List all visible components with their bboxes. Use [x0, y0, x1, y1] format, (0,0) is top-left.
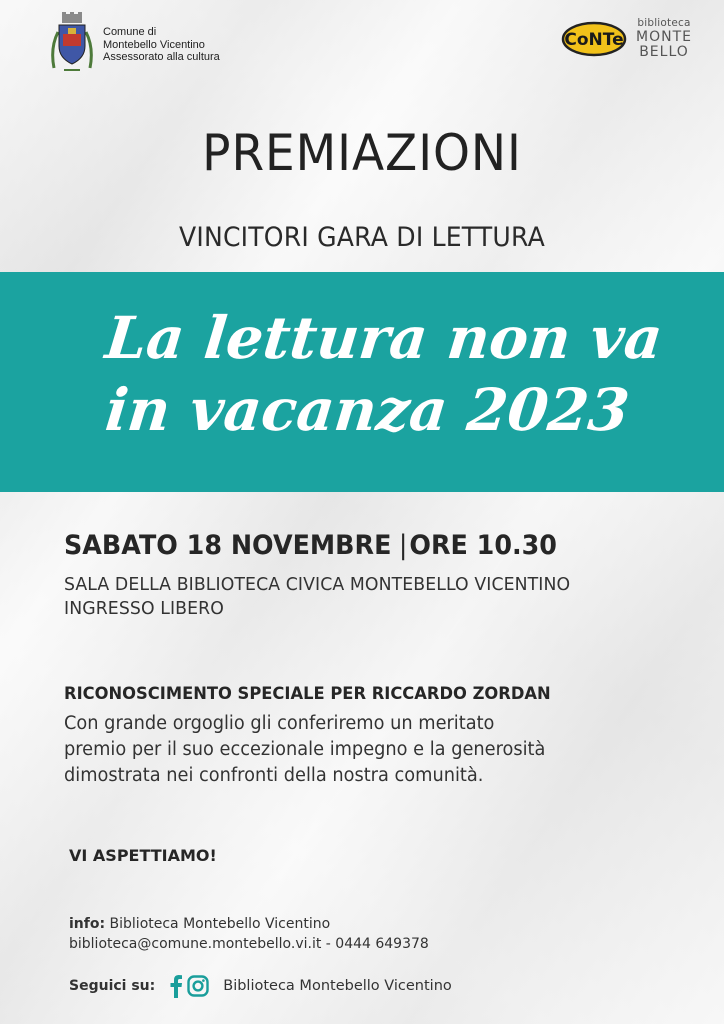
special-body-line-3: dimostrata nei confronti della nostra comunità. — [64, 765, 484, 786]
special-body-line-1: Con grande orgoglio gli conferiremo un meritato — [64, 713, 495, 734]
comune-line-2: Montebello Vicentino — [103, 38, 205, 51]
social-label: Seguici su: — [69, 978, 156, 994]
banner-text — [0, 272, 724, 492]
biblioteca-logo — [634, 18, 694, 59]
special-recognition — [64, 683, 659, 789]
event-time: ORE 10.30 — [409, 530, 557, 561]
biblioteca-logo-line2: BELLO — [639, 43, 689, 60]
comune-text — [103, 26, 220, 64]
header — [0, 0, 724, 90]
social-page-name[interactable]: Biblioteca Montebello Vicentino — [223, 978, 452, 994]
event-entry: INGRESSO LIBERO — [64, 598, 224, 619]
banner-band — [0, 272, 724, 492]
special-body-line-2: premio per il suo eccezionale impegno e la generosità — [64, 739, 546, 760]
facebook-icon[interactable] — [169, 974, 183, 998]
info-contact[interactable]: biblioteca@comune.montebello.vi.it - 0444 649378 — [69, 936, 429, 952]
event-datetime — [64, 530, 557, 561]
event-date: SABATO 18 NOVEMBRE — [64, 530, 392, 561]
banner-line-1: La lettura non va — [102, 304, 666, 372]
page-subtitle: VINCITORI GARA DI LETTURA — [179, 222, 545, 253]
comune-line-3: Assessorato alla cultura — [103, 51, 220, 63]
municipal-crest-icon — [50, 12, 94, 74]
closing-text: VI ASPETTIAMO! — [69, 846, 217, 865]
info-block — [69, 914, 429, 954]
event-venue-block — [64, 573, 570, 621]
comune-line-1: Comune di — [103, 26, 157, 38]
instagram-icon[interactable] — [187, 975, 209, 997]
biblioteca-logo-line1: MONTE — [636, 28, 692, 45]
event-separator: | — [398, 530, 408, 561]
conte-logo-text: CoNTe — [564, 30, 624, 50]
biblioteca-logo-small: biblioteca — [637, 17, 691, 29]
info-label: info: — [69, 916, 106, 932]
banner-line-2: in vacanza 2023 — [102, 376, 633, 444]
event-venue: SALA DELLA BIBLIOTECA CIVICA MONTEBELLO VICENTINO — [64, 574, 571, 595]
special-body — [64, 711, 659, 789]
social-block — [69, 974, 452, 998]
special-heading: RICONOSCIMENTO SPECIALE PER RICCARDO ZORDAN — [64, 684, 551, 704]
conte-logo — [561, 21, 627, 57]
page-title: PREMIAZIONI — [202, 124, 522, 182]
info-name: Biblioteca Montebello Vicentino — [105, 916, 331, 932]
